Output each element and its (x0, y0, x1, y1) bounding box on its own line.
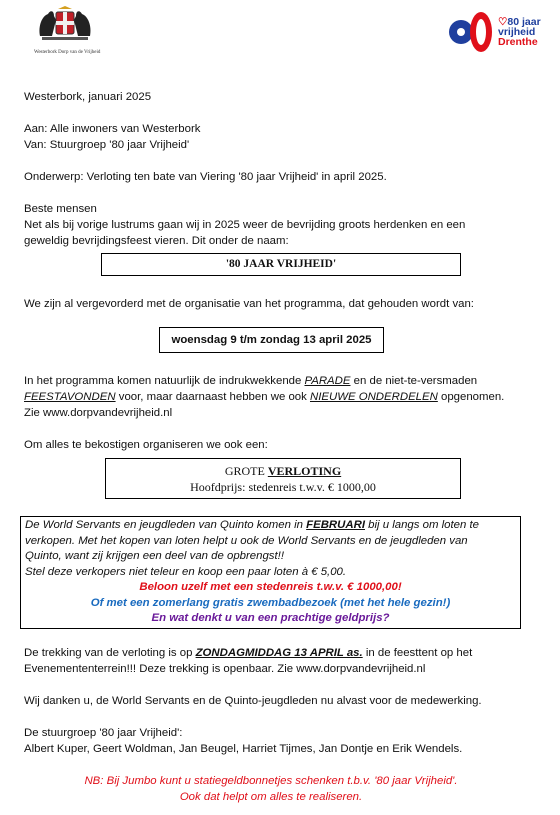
program-line-3: Zie www.dorpvandevrijheid.nl (24, 407, 173, 419)
servants-line-3: Quinto, want zij krijgen een deel van de opbrengst!! (25, 550, 284, 562)
nieuwe-onderdelen-text: NIEUWE ONDERDELEN (309, 391, 438, 403)
letter-to: Aan: Alle inwoners van Westerbork (24, 123, 201, 135)
prize-line-purple: En wat denkt u van een prachtige geldprijs? (151, 612, 390, 624)
cost-line: Om alles te bekostigen organiseren we ook een: (24, 439, 268, 451)
raffle-box (105, 458, 461, 499)
dates-box (159, 327, 384, 353)
intro-line-1: Net als bij vorige lustrums gaan wij in 2025 weer de bevrijding groots herdenken en een (24, 219, 466, 231)
prize-line-blue: Of met een zomerlang gratis zwembadbezoek (met het hele gezin!) (90, 596, 451, 609)
event-name: '80 JAAR VRIJHEID' (225, 258, 337, 270)
names-line: Albert Kuper, Geert Woldman, Jan Beugel, Harriet Tijmes, Jan Dontje en Erik Wendels. (24, 743, 463, 755)
logo-line2: vrijheid (498, 26, 536, 38)
raffle-title: GROTE VERLOTING (224, 464, 342, 478)
80-jaar-vrijheid-logo (448, 8, 552, 56)
coat-of-arms-icon (34, 6, 96, 44)
80-logo-icon (448, 8, 496, 56)
nb-line-1: NB: Bij Jumbo kunt u statiegeldbonnetjes schenken t.b.v. '80 jaar Vrijheid'. (84, 775, 458, 787)
program-line-1: In het programma komen natuurlijk de indrukwekkende PARADE en de niet-te-versmaden (24, 375, 478, 387)
letter-date: Westerbork, januari 2025 (24, 91, 152, 103)
logo-line3: Drenthe (498, 36, 538, 48)
servants-line-2: verkopen. Met het kopen van loten helpt u ook de World Servants en de jeugdleden van (25, 534, 468, 547)
logo-caption: Westerbork Dorp van de Vrijheid (34, 49, 101, 55)
heart-icon: ♡ (498, 16, 508, 28)
program-line-2: FEESTAVONDEN voor, maar daarnaast hebben we ook NIEUWE ONDERDELEN opgenomen. (24, 391, 505, 403)
signoff-line: De stuurgroep '80 jaar Vrijheid': (24, 727, 183, 739)
westerbork-logo (34, 6, 101, 55)
event-dates: woensdag 9 t/m zondag 13 april 2025 (171, 334, 372, 346)
logo-line1: 80 jaar (507, 16, 541, 28)
draw-line-2: Evenemententerrein!!! Deze trekking is openbaar. Zie www.dorpvandevrijheid.nl (24, 663, 426, 675)
letter-from: Van: Stuurgroep '80 jaar Vrijheid' (24, 139, 190, 151)
februari-text: FEBRUARI (306, 519, 365, 531)
letter-subject: Onderwerp: Verloting ten bate van Viering '80 jaar Vrijheid' in april 2025. (24, 171, 387, 183)
draw-date: ZONDAGMIDDAG 13 APRIL as. (195, 647, 363, 659)
organisation-line: We zijn al vergevorderd met de organisatie van het programma, dat gehouden wordt van: (24, 298, 474, 310)
letter-greeting: Beste mensen (24, 203, 97, 215)
thanks-line: Wij danken u, de World Servants en de Quinto-jeugdleden nu alvast voor de medewerking. (24, 695, 482, 707)
intro-line-2: geweldig bevrijdingsfeest vieren. Dit onder de naam: (24, 235, 289, 247)
servants-line-1: De World Servants en jeugdleden van Quinto komen in FEBRUARI bij u langs om loten te (25, 519, 479, 531)
parade-link: PARADE (304, 375, 351, 387)
draw-line-1: De trekking van de verloting is op ZONDAGMIDDAG 13 APRIL as. in de feesttent op het (24, 647, 473, 659)
feestavonden-text: FEESTAVONDEN (24, 391, 116, 403)
nb-line-2: Ook dat helpt om alles te realiseren. (179, 791, 363, 803)
servants-line-4: Stel deze verkopers niet teleur en koop een paar loten à € 5,00. (25, 565, 347, 578)
raffle-prize: Hoofdprijs: stedenreis t.w.v. € 1000,00 (190, 480, 376, 494)
event-name-box (101, 253, 461, 276)
servants-box (20, 516, 521, 629)
prize-line-red: Beloon uzelf met een stedenreis t.w.v. € 1000,00! (139, 581, 402, 593)
